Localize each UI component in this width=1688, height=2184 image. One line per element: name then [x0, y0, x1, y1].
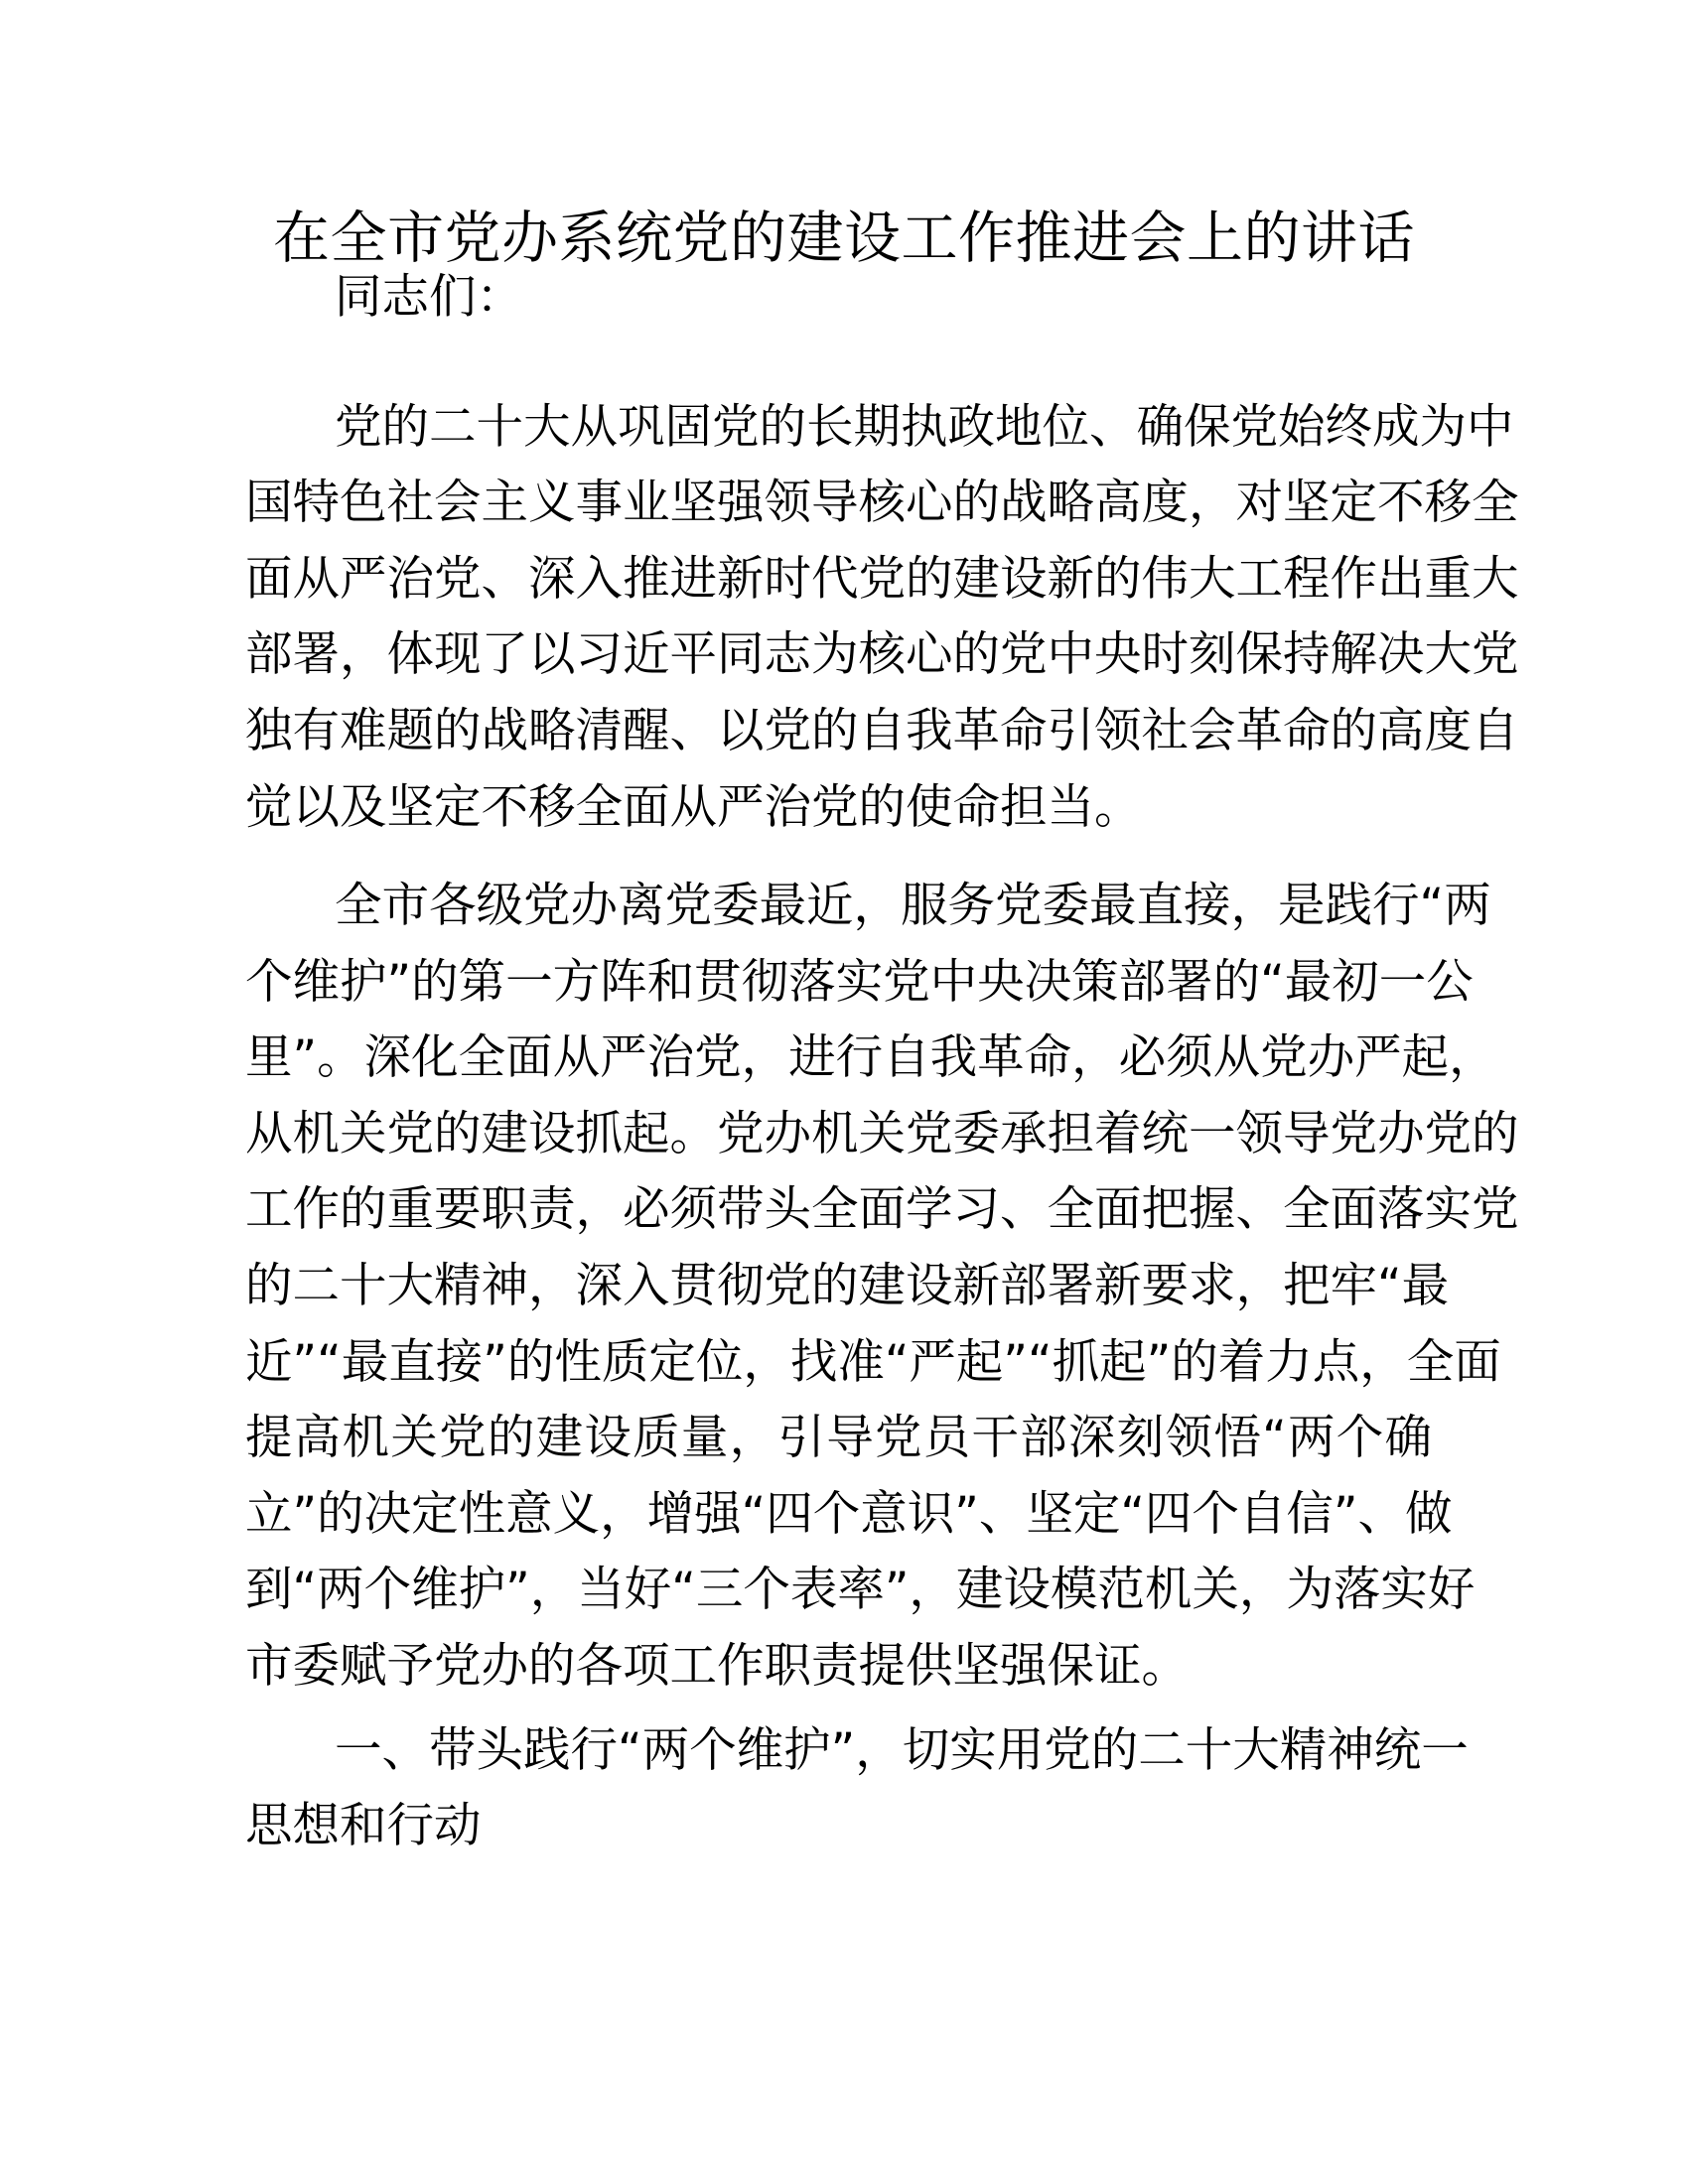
paragraph-line: 面从严治党、深入推进新时代党的建设新的伟大工程作出重大 — [245, 552, 1519, 607]
paragraph-line: 的二十大精神，深入贯彻党的建设新部署新要求，把牢“最 — [245, 1259, 1450, 1313]
heading-line: 思想和行动 — [245, 1799, 482, 1853]
paragraph-line: 到“两个维护”，当好“三个表率”，建设模范机关，为落实好 — [245, 1563, 1476, 1617]
paragraph-line: 国特色社会主义事业坚强领导核心的战略高度，对坚定不移全 — [245, 476, 1519, 530]
paragraph-line: 全市各级党办离党委最近，服务党委最直接，是践行“两 — [335, 879, 1491, 933]
paragraph-line: 近”“最直接”的性质定位，找准“严起”“抓起”的着力点，全面 — [245, 1335, 1501, 1390]
paragraph-line: 部署，体现了以习近平同志为核心的党中央时刻保持解决大党 — [245, 627, 1519, 682]
paragraph-line: 立”的决定性意义，增强“四个意识”、坚定“四个自信”、做 — [245, 1487, 1453, 1542]
paragraph-line: 提高机关党的建设质量，引导党员干部深刻领悟“两个确 — [245, 1411, 1432, 1465]
paragraph-line: 里”。深化全面从严治党，进行自我革命，必须从党办严起， — [245, 1030, 1496, 1085]
paragraph-line: 从机关党的建设抓起。党办机关党委承担着统一领导党办党的 — [245, 1107, 1519, 1161]
paragraph-line: 党的二十大从巩固党的长期执政地位、确保党始终成为中 — [335, 400, 1514, 455]
paragraph-line: 觉以及坚定不移全面从严治党的使命担当。 — [245, 780, 1142, 835]
salutation: 同志们： — [335, 270, 523, 325]
document-title: 在全市党办系统党的建设工作推进会上的讲话 — [273, 205, 1415, 271]
paragraph-line: 个维护”的第一方阵和贯彻落实党中央决策部署的“最初一公 — [245, 955, 1474, 1010]
paragraph-line: 工作的重要职责，必须带头全面学习、全面把握、全面落实党 — [245, 1182, 1519, 1237]
paragraph-line: 独有难题的战略清醒、以党的自我革命引领社会革命的高度自 — [245, 704, 1519, 758]
heading-line: 一、带头践行“两个维护”，切实用党的二十大精神统一 — [335, 1723, 1469, 1778]
paragraph-line: 市委赋予党办的各项工作职责提供坚强保证。 — [245, 1639, 1189, 1694]
